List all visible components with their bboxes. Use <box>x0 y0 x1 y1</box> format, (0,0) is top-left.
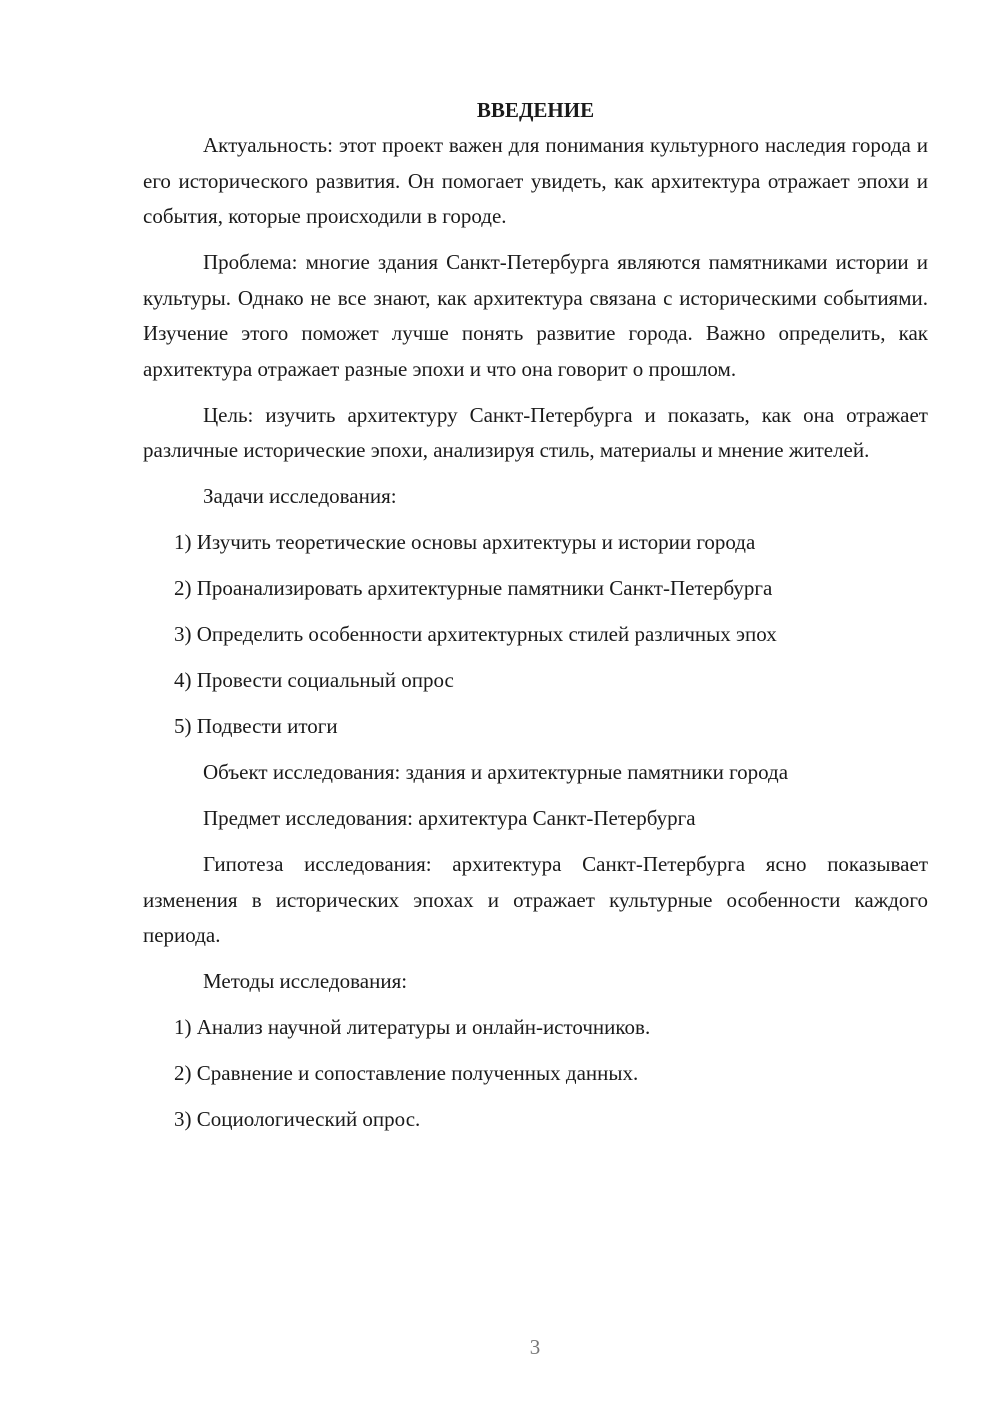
task-item: 1) Изучить теоретические основы архитектуры и истории города <box>174 530 756 554</box>
document-page <box>143 92 928 1148</box>
hypothesis-paragraph: Гипотеза исследования: архитектура Санкт-Петербурга ясно показывает изменения в исторических эпохах и отражает культурные особенности каждого периода. <box>143 852 928 947</box>
task-item: 5) Подвести итоги <box>174 714 338 738</box>
task-item: 3) Определить особенности архитектурных стилей различных эпох <box>174 622 777 646</box>
section-title: ВВЕДЕНИЕ <box>476 98 595 122</box>
problem-paragraph: Проблема: многие здания Санкт-Петербурга являются памятниками истории и культуры. Однако не все знают, как архитектура связана с историческими событиями. Изучение этого поможет лучше понять развитие города. Важно определить, как архитектура отражает разные эпохи и что она говорит о прошлом. <box>143 250 928 381</box>
relevance-paragraph: Актуальность: этот проект важен для понимания культурного наследия города и его исторического развития. Он помогает увидеть, как архитектура отражает эпохи и события, которые происходили в городе. <box>143 133 928 228</box>
method-item: 1) Анализ научной литературы и онлайн-источников. <box>174 1015 651 1039</box>
method-item: 3) Социологический опрос. <box>174 1107 421 1131</box>
method-item: 2) Сравнение и сопоставление полученных данных. <box>174 1061 639 1085</box>
methods-heading: Методы исследования: <box>203 969 408 993</box>
tasks-heading: Задачи исследования: <box>203 484 397 508</box>
task-item: 2) Проанализировать архитектурные памятники Санкт-Петербурга <box>174 576 773 600</box>
goal-paragraph: Цель: изучить архитектуру Санкт-Петербурга и показать, как она отражает различные исторические эпохи, анализируя стиль, материалы и мнение жителей. <box>143 402 928 462</box>
object-line: Объект исследования: здания и архитектурные памятники города <box>203 760 789 784</box>
subject-line: Предмет исследования: архитектура Санкт-Петербурга <box>203 806 696 830</box>
task-item: 4) Провести социальный опрос <box>174 668 454 692</box>
page-number: 3 <box>529 1335 541 1359</box>
